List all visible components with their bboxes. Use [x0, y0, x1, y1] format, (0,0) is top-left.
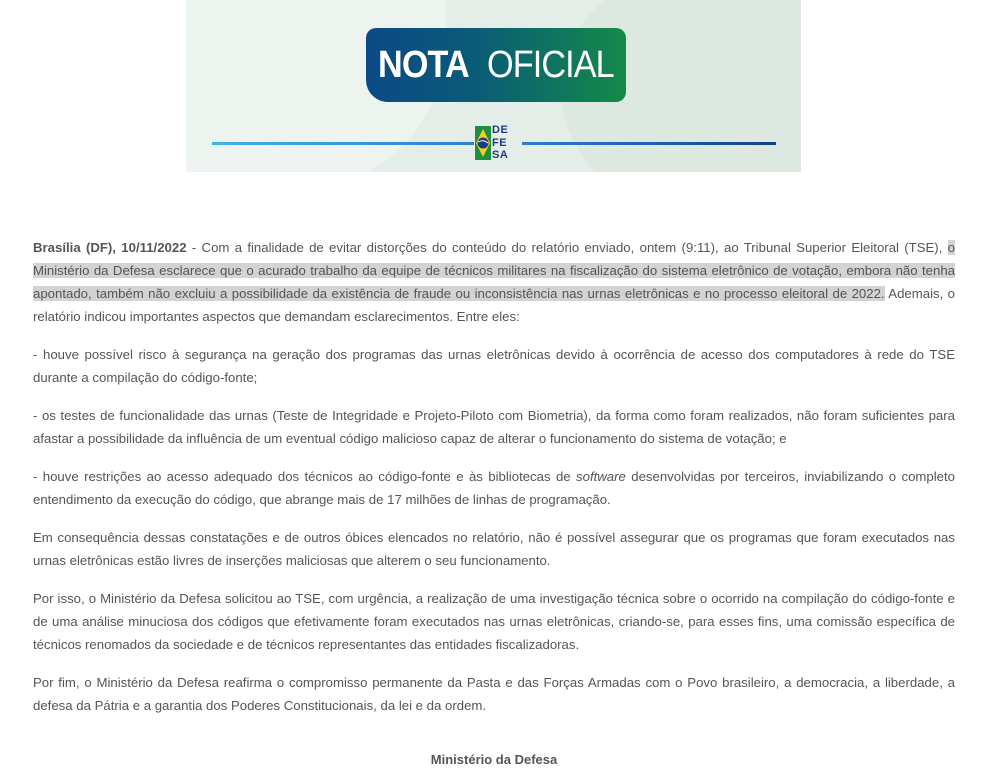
paragraph-closing: Por fim, o Ministério da Defesa reafirma o compromisso permanente da Pasta e das Forças Armadas com o Povo brasileiro, a democracia, a liberdade, a defesa da Pátria e a garantia dos Poderes Constitucionais, da lei e da ordem.: [33, 675, 955, 713]
article-body: [33, 236, 955, 732]
article-dateline: Brasília (DF), 10/11/2022: [33, 240, 187, 255]
list-item-functionality-tests: - os testes de funcionalidade das urnas (Teste de Integridade e Projeto-Piloto com Biometria), da forma como foram realizados, não foram suficientes para afastar a possibilidade da influência de um eventual código malicioso capaz de alterar o funcionamento do sistema de votação; e: [33, 408, 955, 446]
defesa-logo-line-1: DE: [492, 124, 509, 136]
nota-oficial-title-box: [366, 28, 626, 102]
software-italic: software: [576, 469, 626, 484]
banner-title-bold: NOTA: [378, 43, 469, 86]
banner-title-light: OFICIAL: [487, 43, 614, 86]
signature: Ministério da Defesa: [430, 752, 558, 767]
paragraph-intro-end: Ademais, o relatório indicou importantes aspectos que demandam esclarecimentos. Entre eles:: [33, 286, 956, 324]
highlighted-text[interactable]: o Ministério da Defesa esclarece que o acurado trabalho da equipe de técnicos militares na fiscalização do sistema eletrônico de votação, embora não tenha apontado, também não excluiu a possibilidade da existência de fraude ou inconsistência nas urnas eletrônicas e no processo eleitoral de 2022.: [33, 240, 956, 301]
defesa-logo-line-3: SA: [492, 149, 509, 161]
list-item-source-code-end: desenvolvidas por terceiros, inviabilizando o completo entendimento da execução do código, que abrange mais de 17 milhões de linhas de programação.: [33, 469, 955, 507]
ministerio-defesa-logo: [475, 124, 521, 164]
banner-divider-right: [522, 142, 776, 145]
list-item-source-code-access: [33, 465, 955, 511]
brazil-flag-mark-icon: [475, 126, 491, 160]
list-item-source-code-start: - houve restrições ao acesso adequado dos técnicos ao código-fonte e às bibliotecas de: [33, 469, 577, 484]
paragraph-request: Por isso, o Ministério da Defesa solicitou ao TSE, com urgência, a realização de uma investigação técnica sobre o ocorrido na compilação do código-fonte e de uma análise minuciosa dos códigos que efetivamente foram executados nas urnas eletrônicas, criando-se, para esses fins, uma comissão específica de técnicos renomados da sociedade e de técnicos representantes das entidades fiscalizadoras.: [33, 591, 955, 652]
nota-oficial-banner: [186, 0, 801, 172]
defesa-logo-line-2: FE: [492, 136, 508, 149]
paragraph-consequence: Em consequência dessas constatações e de outros óbices elencados no relatório, não é possível assegurar que os programas que foram executados nas urnas eletrônicas estão livres de inserções maliciosas que alterem o seu funcionamento.: [33, 530, 955, 568]
paragraph-intro: [33, 236, 955, 328]
banner-divider-left: [212, 142, 474, 145]
list-item-network-access: - houve possível risco à segurança na geração dos programas das urnas eletrônicas devido à ocorrência de acesso dos computadores à rede do TSE durante a compilação do código-fonte;: [33, 347, 955, 385]
defesa-logo-letters: [492, 124, 508, 162]
paragraph-intro-start: - Com a finalidade de evitar distorções do conteúdo do relatório enviado, ontem (9:11), ao Tribunal Superior Eleitoral (TSE),: [186, 240, 948, 255]
